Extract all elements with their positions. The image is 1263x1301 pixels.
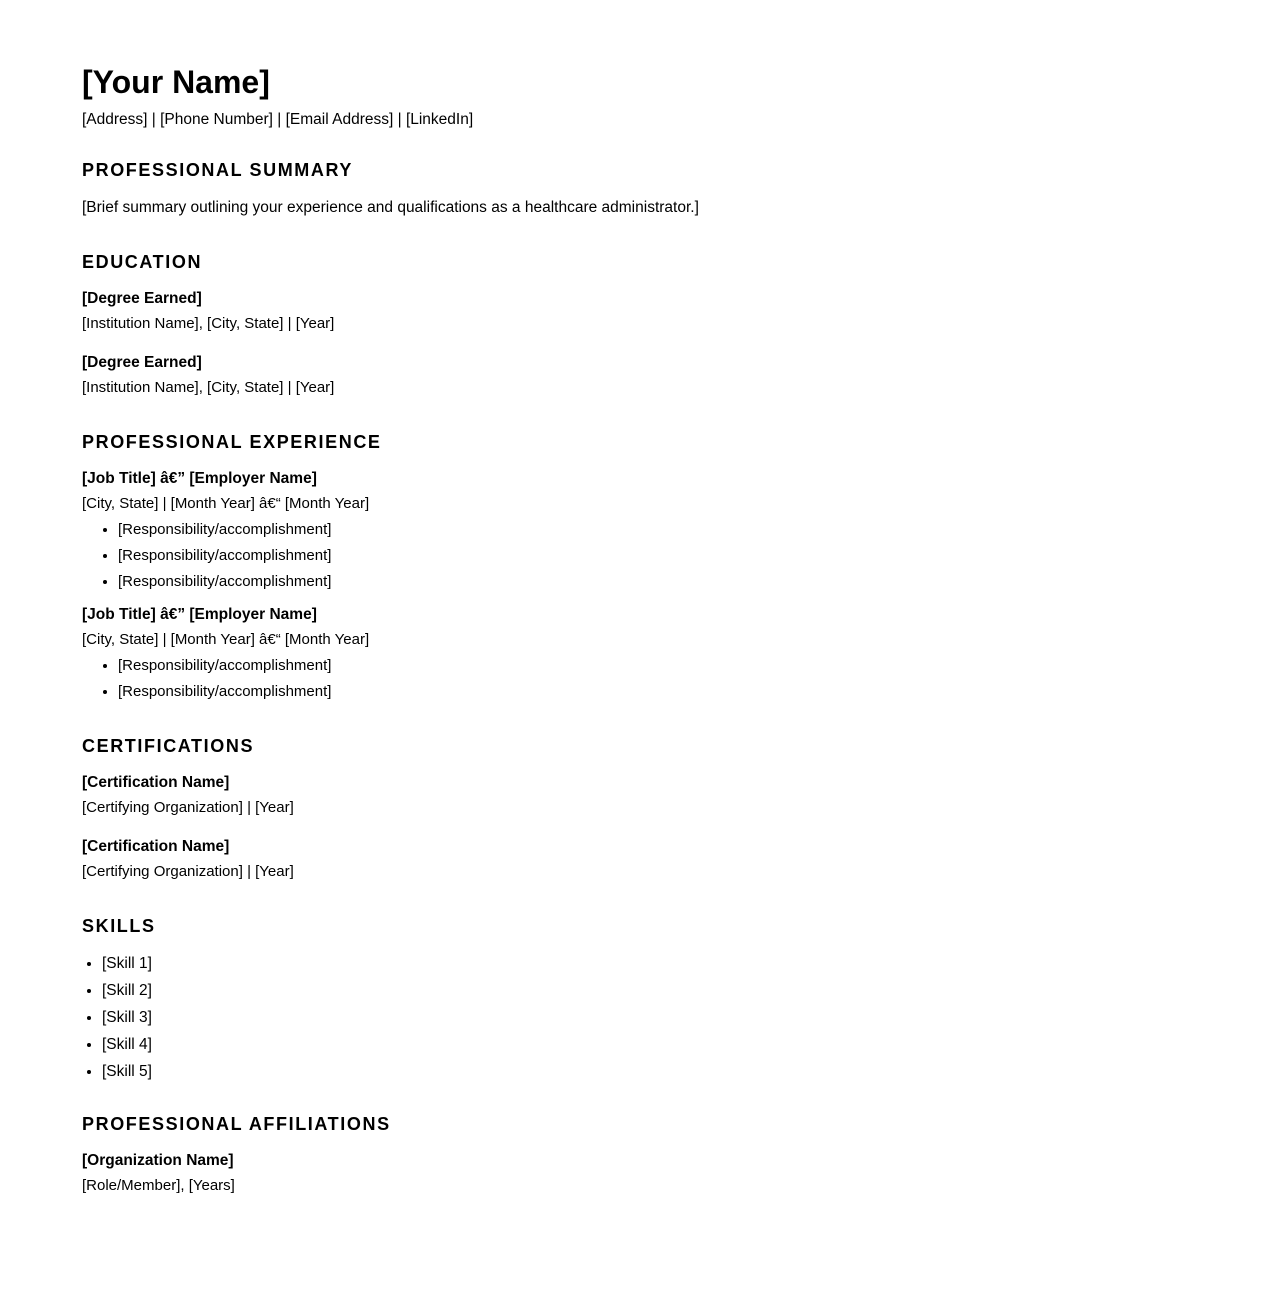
experience-section [82, 430, 1182, 703]
skills-list [82, 953, 1182, 1083]
summary-text: [Brief summary outlining your experience and qualifications as a healthcare administrator.] [82, 199, 699, 216]
section-heading: PROFESSIONAL SUMMARY [82, 160, 354, 180]
section-heading: CERTIFICATIONS [82, 736, 255, 756]
section-heading: PROFESSIONAL AFFILIATIONS [82, 1114, 391, 1134]
job-entry [82, 468, 1182, 593]
section-heading: SKILLS [82, 916, 156, 936]
affiliation-role: [Role/Member], [Years] [82, 1177, 235, 1194]
certification-name: [Certification Name] [82, 774, 230, 791]
institution: [Institution Name], [City, State] | [Year] [82, 315, 335, 332]
certifications-section [82, 734, 1182, 883]
education-entry [82, 352, 1182, 399]
certifying-org: [Certifying Organization] | [Year] [82, 863, 294, 880]
certification-entry [82, 836, 1182, 883]
list-item: • [Responsibility/accomplishment] [118, 655, 1182, 677]
degree: [Degree Earned] [82, 290, 202, 307]
affiliations-section [82, 1112, 1182, 1197]
responsibility-list [82, 655, 1182, 703]
affiliation-entry [82, 1150, 1182, 1197]
skill-item: • [Skill 5] [102, 1061, 1182, 1083]
section-heading: PROFESSIONAL EXPERIENCE [82, 432, 382, 452]
skill-item: • [Skill 2] [102, 980, 1182, 1002]
education-entry [82, 288, 1182, 335]
list-item: • [Responsibility/accomplishment] [118, 681, 1182, 703]
list-item: • [Responsibility/accomplishment] [118, 519, 1182, 541]
job-location-dates: [City, State] | [Month Year] â€“ [Month Year] [82, 631, 370, 648]
certification-name: [Certification Name] [82, 838, 230, 855]
job-title: [Job Title] â€” [Employer Name] [82, 606, 317, 623]
organization-name: [Organization Name] [82, 1152, 234, 1169]
job-location-dates: [City, State] | [Month Year] â€“ [Month Year] [82, 495, 370, 512]
section-heading: EDUCATION [82, 252, 203, 272]
education-section [82, 250, 1182, 399]
name-heading: [Your Name] [82, 64, 270, 100]
list-item: • [Responsibility/accomplishment] [118, 545, 1182, 567]
responsibility-list [82, 519, 1182, 593]
list-item: • [Responsibility/accomplishment] [118, 571, 1182, 593]
contact-line: [Address] | [Phone Number] | [Email Address] | [LinkedIn] [82, 111, 474, 128]
institution: [Institution Name], [City, State] | [Year] [82, 379, 335, 396]
degree: [Degree Earned] [82, 354, 202, 371]
summary-section [82, 158, 1182, 219]
certifying-org: [Certifying Organization] | [Year] [82, 799, 294, 816]
skill-item: • [Skill 1] [102, 953, 1182, 975]
resume [82, 62, 1182, 1197]
skill-item: • [Skill 3] [102, 1007, 1182, 1029]
job-title: [Job Title] â€” [Employer Name] [82, 470, 317, 487]
certification-entry [82, 772, 1182, 819]
skills-section [82, 914, 1182, 1083]
job-entry [82, 604, 1182, 703]
skill-item: • [Skill 4] [102, 1034, 1182, 1056]
